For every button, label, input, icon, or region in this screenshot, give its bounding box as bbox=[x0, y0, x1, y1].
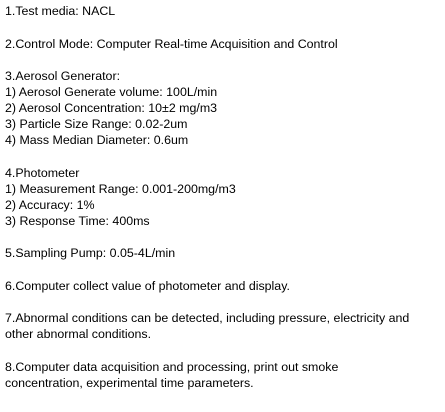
abnormal-conditions-line-1: 7.Abnormal conditions can be detected, including pressure, electricity and bbox=[5, 311, 410, 325]
control-mode-line: 2.Control Mode: Computer Real-time Acquisition and Control bbox=[5, 36, 338, 51]
paragraph-gap bbox=[5, 148, 443, 165]
aerosol-volume-line: 1) Aerosol Generate volume: 100L/min bbox=[5, 85, 218, 99]
section-abnormal-conditions bbox=[5, 310, 443, 342]
abnormal-conditions-line-2: other abnormal conditions. bbox=[5, 327, 152, 341]
sampling-pump-line: 5.Sampling Pump: 0.05-4L/min bbox=[5, 246, 176, 260]
computer-collect-line: 6.Computer collect value of photometer and display. bbox=[5, 278, 290, 293]
photometer-heading: 4.Photometer bbox=[5, 165, 80, 180]
section-data-acquisition bbox=[5, 359, 443, 391]
accuracy-line: 2) Accuracy: 1% bbox=[5, 197, 95, 212]
particle-size-line: 3) Particle Size Range: 0.02-2um bbox=[5, 117, 188, 131]
measurement-range-line: 1) Measurement Range: 0.001-200mg/m3 bbox=[5, 181, 236, 196]
paragraph-gap bbox=[5, 52, 443, 69]
paragraph-gap bbox=[5, 294, 443, 311]
response-time-line: 3) Response Time: 400ms bbox=[5, 213, 150, 228]
spec-document bbox=[5, 3, 443, 391]
mass-median-diameter-line: 4) Mass Median Diameter: 0.6um bbox=[5, 133, 189, 147]
test-media-line: 1.Test media: NACL bbox=[5, 4, 116, 18]
data-acquisition-line-2: concentration, experimental time parameters. bbox=[5, 375, 254, 390]
section-computer-collect bbox=[5, 278, 443, 294]
paragraph-gap bbox=[5, 261, 443, 278]
paragraph-gap bbox=[5, 19, 443, 36]
section-sampling-pump bbox=[5, 245, 443, 261]
paragraph-gap bbox=[5, 342, 443, 359]
section-test-media bbox=[5, 3, 443, 19]
section-photometer bbox=[5, 165, 443, 229]
paragraph-gap bbox=[5, 229, 443, 246]
aerosol-concentration-line: 2) Aerosol Concentration: 10±2 mg/m3 bbox=[5, 101, 218, 115]
section-aerosol-generator bbox=[5, 68, 443, 148]
aerosol-generator-heading: 3.Aerosol Generator: bbox=[5, 69, 121, 83]
section-control-mode bbox=[5, 36, 443, 52]
data-acquisition-line-1: 8.Computer data acquisition and processing, print out smoke bbox=[5, 359, 339, 374]
